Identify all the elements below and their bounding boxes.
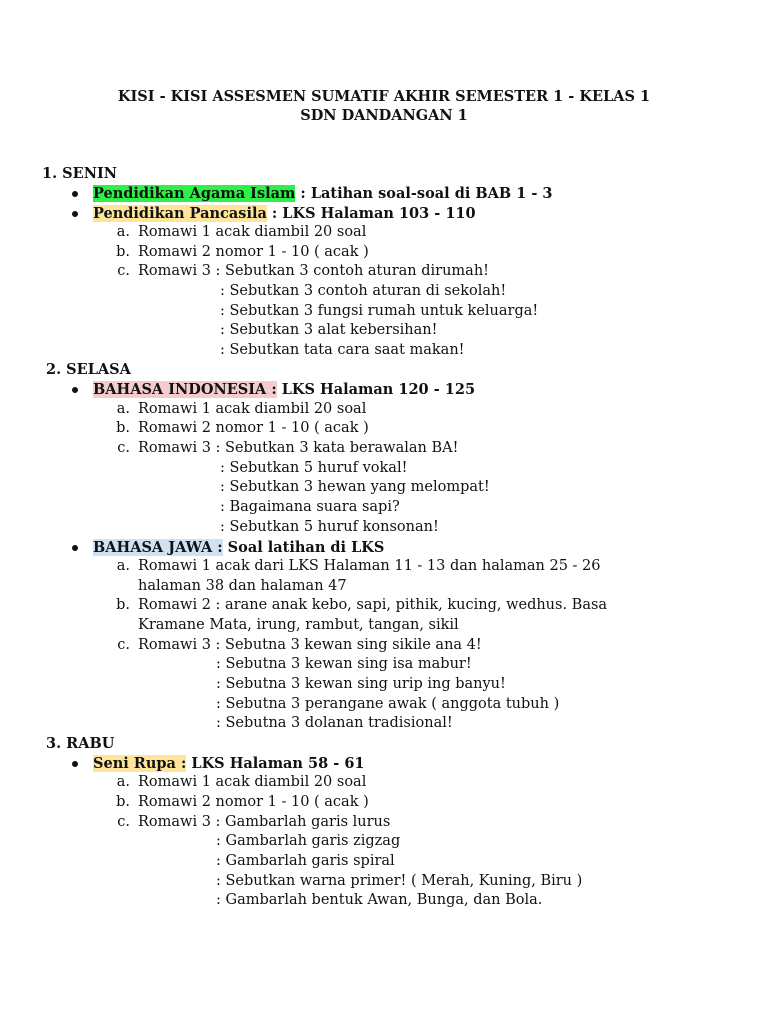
subject-row-bindo xyxy=(93,380,475,401)
subject-label-pai: Pendidikan Agama Islam xyxy=(93,185,296,202)
list-item: Romawi 1 acak diambil 20 soal xyxy=(138,401,367,417)
list-marker-c: c. xyxy=(117,637,130,653)
list-subitem: : Gambarlah garis spiral xyxy=(216,853,395,869)
bullet-icon xyxy=(72,761,78,767)
list-subitem: : Bagaimana suara sapi? xyxy=(220,499,400,515)
list-subitem: : Sebutna 3 perangane awak ( anggota tubuh ) xyxy=(216,696,560,712)
bullet-icon xyxy=(72,545,78,551)
list-marker-a: a. xyxy=(116,774,130,790)
subject-detail-senirupa: LKS Halaman 58 - 61 xyxy=(186,755,365,772)
day-heading-selasa: 2. SELASA xyxy=(46,361,131,378)
list-subitem: : Sebutna 3 kewan sing isa mabur! xyxy=(216,656,472,672)
list-marker-c: c. xyxy=(117,814,130,830)
bullet-icon xyxy=(72,387,78,393)
list-subitem: : Gambarlah bentuk Awan, Bunga, dan Bola. xyxy=(216,892,543,908)
list-subitem: : Sebutna 3 kewan sing urip ing banyu! xyxy=(216,676,506,692)
subject-label-ppkn: Pendidikan Pancasila xyxy=(93,205,267,222)
subject-row-ppkn xyxy=(93,204,476,225)
subject-detail-ppkn: : LKS Halaman 103 - 110 xyxy=(266,205,476,222)
list-marker-b: b. xyxy=(116,597,130,613)
subject-detail-bindo: LKS Halaman 120 - 125 xyxy=(276,381,476,398)
list-subitem: : Sebutkan 3 fungsi rumah untuk keluarga! xyxy=(220,303,539,319)
list-item: Romawi 1 acak diambil 20 soal xyxy=(138,224,367,240)
school-name: SDN DANDANGAN 1 xyxy=(300,107,468,124)
list-marker-a: a. xyxy=(116,224,130,240)
list-marker-c: c. xyxy=(117,263,130,279)
subject-label-bjawa: BAHASA JAWA : xyxy=(93,539,223,556)
subject-label-bindo: BAHASA INDONESIA : xyxy=(93,381,277,398)
list-marker-a: a. xyxy=(116,558,130,574)
list-item-continued: halaman 38 dan halaman 47 xyxy=(138,578,347,594)
list-subitem: : Sebutkan tata cara saat makan! xyxy=(220,342,465,358)
list-item: Romawi 2 nomor 1 - 10 ( acak ) xyxy=(138,420,369,436)
list-subitem: : Sebutkan 5 huruf konsonan! xyxy=(220,519,439,535)
subject-detail-bjawa: Soal latihan di LKS xyxy=(222,539,385,556)
list-item: Romawi 3 : Sebutna 3 kewan sing sikile ana 4! xyxy=(138,637,482,653)
list-item: Romawi 3 : Sebutkan 3 contoh aturan dirumah! xyxy=(138,263,489,279)
list-item: Romawi 1 acak diambil 20 soal xyxy=(138,774,367,790)
list-item: Romawi 2 nomor 1 - 10 ( acak ) xyxy=(138,794,369,810)
list-item: Romawi 3 : Sebutkan 3 kata berawalan BA! xyxy=(138,440,459,456)
list-marker-b: b. xyxy=(116,244,130,260)
bullet-icon xyxy=(72,191,78,197)
list-subitem: : Sebutkan warna primer! ( Merah, Kuning, Biru ) xyxy=(216,873,583,889)
subject-detail-pai: : Latihan soal-soal di BAB 1 - 3 xyxy=(295,185,553,202)
list-item: Romawi 3 : Gambarlah garis lurus xyxy=(138,814,391,830)
list-marker-b: b. xyxy=(116,794,130,810)
list-item: Romawi 2 : arane anak kebo, sapi, pithik, kucing, wedhus. Basa xyxy=(138,597,608,613)
subject-label-senirupa: Seni Rupa : xyxy=(93,755,187,772)
list-subitem: : Sebutkan 3 hewan yang melompat! xyxy=(220,479,490,495)
list-marker-c: c. xyxy=(117,440,130,456)
list-subitem: : Sebutkan 3 contoh aturan di sekolah! xyxy=(220,283,507,299)
day-heading-rabu: 3. RABU xyxy=(46,735,115,752)
list-subitem: : Sebutkan 5 huruf vokal! xyxy=(220,460,408,476)
document-title: KISI - KISI ASSESMEN SUMATIF AKHIR SEMESTER 1 - KELAS 1 xyxy=(117,88,651,105)
list-subitem: : Gambarlah garis zigzag xyxy=(216,833,401,849)
list-item: Romawi 2 nomor 1 - 10 ( acak ) xyxy=(138,244,369,260)
list-marker-a: a. xyxy=(116,401,130,417)
day-heading-senin: 1. SENIN xyxy=(42,165,117,182)
list-subitem: : Sebutkan 3 alat kebersihan! xyxy=(220,322,438,338)
list-item-continued: Kramane Mata, irung, rambut, tangan, sikil xyxy=(138,617,459,633)
list-subitem: : Sebutna 3 dolanan tradisional! xyxy=(216,715,453,731)
subject-row-bjawa xyxy=(93,538,384,559)
list-marker-b: b. xyxy=(116,420,130,436)
subject-row-pai xyxy=(93,184,553,205)
list-item: Romawi 1 acak dari LKS Halaman 11 - 13 dan halaman 25 - 26 xyxy=(138,558,601,574)
subject-row-senirupa xyxy=(93,754,365,775)
bullet-icon xyxy=(72,211,78,217)
